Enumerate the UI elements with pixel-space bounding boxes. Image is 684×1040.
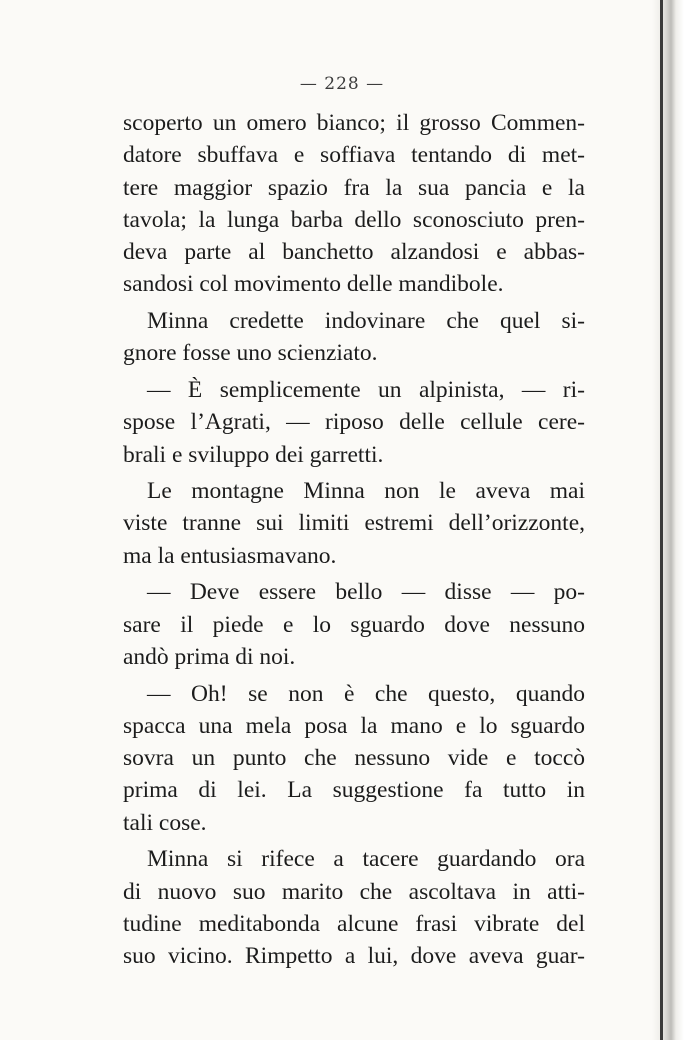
text-line: suo vicino. Rimpetto a lui, dove aveva guar-: [123, 943, 585, 970]
text-line: tudine meditabonda alcune frasi vibrate del: [123, 910, 585, 937]
text-line: di nuovo suo marito che ascoltava in atti-: [123, 878, 585, 905]
text-line: Minna credette indovinare che quel si-: [147, 308, 585, 335]
text-line: sandosi col movimento delle mandibole.: [123, 271, 504, 298]
page-binding-edge: [652, 0, 684, 1040]
text-line: datore sbuffava e soffiava tentando di met-: [123, 142, 585, 169]
text-line: viste tranne sui limiti estremi dell’orizzonte,: [123, 510, 585, 537]
text-line: sare il piede e lo sguardo dove nessuno: [123, 611, 585, 638]
body-text: [123, 107, 585, 973]
text-line: Minna si rifece a tacere guardando ora: [147, 846, 585, 873]
paragraph-7: [123, 843, 585, 972]
text-line: Le montagne Minna non le aveva mai: [147, 478, 585, 505]
paragraph-1: [123, 107, 585, 301]
text-line: andò prima di noi.: [123, 643, 296, 670]
text-line: — È semplicemente un alpinista, — ri-: [147, 376, 585, 403]
text-line: tavola; la lunga barba dello sconosciuto pren-: [123, 206, 585, 233]
text-line: spose l’Agrati, — riposo delle cellule cere-: [123, 409, 585, 436]
text-line: scoperto un omero bianco; il grosso Commen-: [123, 110, 585, 136]
text-line: sovra un punto che nessuno vide e toccò: [123, 745, 585, 772]
text-line: gnore fosse uno scienziato.: [123, 340, 378, 367]
page-binding-line: [660, 0, 663, 1040]
text-line: — Deve essere bello — disse — po-: [147, 579, 585, 606]
text-line: spacca una mela posa la mano e lo sguardo: [123, 712, 585, 739]
paragraph-3: [123, 374, 585, 471]
text-line: tali cose.: [123, 809, 207, 836]
text-line: — Oh! se non è che questo, quando: [147, 680, 585, 707]
paragraph-4: [123, 475, 585, 572]
text-line: ma la entusiasmavano.: [123, 542, 337, 569]
text-line: prima di lei. La suggestione fa tutto in: [123, 777, 585, 804]
paragraph-6: [123, 678, 585, 839]
text-line: deva parte al banchetto alzandosi e abbas-: [123, 239, 585, 266]
page-number: — 228 —: [299, 74, 385, 94]
text-line: tere maggior spazio fra la sua pancia e la: [123, 174, 585, 201]
paragraph-5: [123, 576, 585, 673]
paragraph-2: [123, 305, 585, 370]
text-line: brali e sviluppo dei garretti.: [123, 441, 384, 468]
